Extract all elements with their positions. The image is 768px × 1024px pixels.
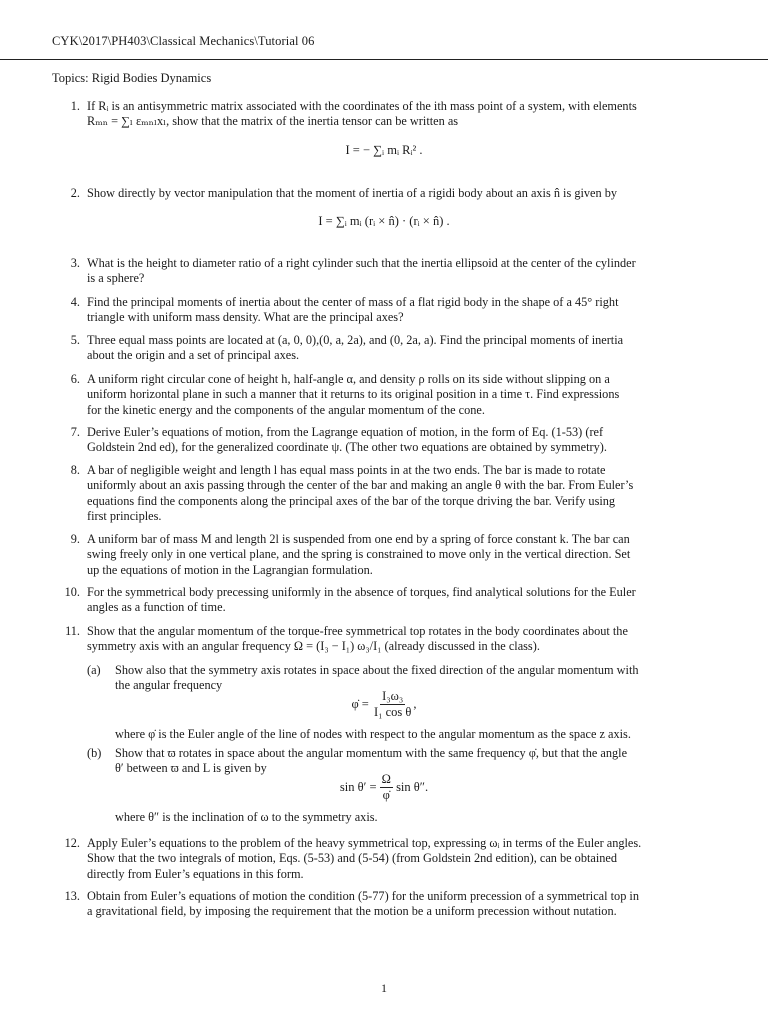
problem-number: 5.	[70, 333, 80, 347]
part-line: θ′ between ϖ and L is given by	[115, 761, 267, 776]
problem-line: Three equal mass points are located at (a, 0, 0),(0, a, 2a), and (0, 2a, a). Find the principal moments of inertia	[87, 333, 624, 347]
part-line: Show that ϖ rotates in space about the angular momentum with the same frequency φ̇, but that the angle	[115, 746, 628, 760]
problem-line: uniform horizontal plane in such a manner that it returns to its original position in a time τ. Find expressions	[87, 387, 620, 402]
problem-line: Show that the two integrals of motion, Eqs. (5-53) and (5-54) (from Goldstein 2nd edition), can be obtained	[87, 851, 618, 866]
problem-line: first principles.	[87, 509, 162, 524]
problem-line: Show directly by vector manipulation that the moment of inertia of a rigidi body about an axis n̂ is given by	[87, 186, 618, 200]
problem-line: equations find the components along the principal axes of the bar of the torque driving the bar. Verify using	[87, 493, 616, 508]
problem-line: up the equations of motion in the Lagrangian formulation.	[87, 562, 373, 577]
part-after-text: where φ̇ is the Euler angle of the line of nodes with respect to the angular momentum as the space z axis.	[115, 727, 631, 741]
problem-line: For the symmetrical body precessing uniformly in the absence of torques, find analytical solutions for the Euler	[87, 585, 636, 599]
problem-text	[87, 889, 715, 920]
equation-1: I = − ∑ᵢ mᵢ Rᵢ² .	[345, 143, 423, 157]
problem-line: triangle with uniform mass density. What are the principal axes?	[87, 310, 404, 325]
problem-line: about the origin and a set of principal axes.	[87, 348, 300, 363]
fraction-denominator: I₁ cos θ	[373, 705, 412, 720]
problem-text	[87, 532, 715, 578]
problem-text	[87, 585, 715, 616]
part-label: (b)	[87, 746, 102, 760]
part-line: the angular frequency	[115, 678, 223, 693]
header-rule	[0, 59, 768, 60]
problem-line: Goldstein 2nd ed), for the generalized coordinate ψ. (The other two equations are obtained by symmetry).	[87, 440, 607, 455]
problem-text	[87, 295, 715, 326]
problem-number: 9.	[70, 532, 80, 546]
equation-lhs: φ̇ =	[351, 696, 369, 711]
problem-number: 12.	[64, 836, 80, 850]
part-after-text: where θ″ is the inclination of ω to the symmetry axis.	[115, 810, 378, 824]
equation-11b	[0, 772, 768, 804]
document-header: CYK\2017\PH403\Classical Mechanics\Tutorial 06	[52, 34, 315, 48]
problem-line: angles as a function of time.	[87, 600, 226, 615]
problem-text	[87, 333, 715, 364]
problem-line: Show that the angular momentum of the torque-free symmetrical top rotates in the body coordinates about the	[87, 624, 628, 638]
fraction	[372, 689, 413, 721]
problem-line: Obtain from Euler’s equations of motion the condition (5-77) for the uniform precession of a symmetrical top in	[87, 889, 639, 903]
topics-line: Topics: Rigid Bodies Dynamics	[52, 71, 212, 85]
problem-number: 11.	[65, 624, 80, 638]
problem-number: 4.	[70, 295, 80, 309]
fraction-numerator: I₃ω₃	[380, 689, 405, 705]
problem-number: 2.	[70, 186, 80, 200]
equation-lhs: sin θ′ =	[339, 779, 377, 794]
problem-text	[87, 425, 715, 456]
problem-text	[87, 836, 715, 882]
equation-tail: ,	[413, 696, 417, 711]
fraction-denominator: φ̇	[382, 788, 390, 803]
problem-line: A uniform bar of mass M and length 2l is suspended from one end by a spring of force constant k. The bar can	[87, 532, 630, 546]
problem-text	[87, 463, 715, 525]
problem-line: uniformly about an axis passing through the center of the bar and making an angle θ with the bar. From Euler’s	[87, 478, 634, 493]
problem-text	[87, 372, 715, 418]
problem-number: 10.	[64, 585, 80, 599]
problem-number: 6.	[70, 372, 80, 386]
problem-line: A uniform right circular cone of height h, half-angle α, and density ρ rolls on its side without slipping on a	[87, 372, 610, 386]
problem-number: 8.	[70, 463, 80, 477]
problem-line: a gravitational field, by imposing the requirement that the motion be a uniform precession without nutation.	[87, 904, 617, 919]
problem-number: 7.	[70, 425, 80, 439]
problem-line: What is the height to diameter ratio of a right cylinder such that the inertia ellipsoid at the center of the cylinder	[87, 256, 636, 270]
part-line: Show also that the symmetry axis rotates in space about the fixed direction of the angular momentum with	[115, 663, 639, 677]
problem-line: directly from Euler’s equations in this form.	[87, 866, 304, 881]
problem-text	[87, 256, 715, 287]
problem-text	[87, 624, 715, 655]
problem-number: 3.	[70, 256, 80, 270]
equation-tail: sin θ″.	[396, 779, 429, 794]
problem-number: 13.	[64, 889, 80, 903]
part-label: (a)	[87, 663, 101, 677]
problem-text	[87, 186, 715, 201]
problem-line: Apply Euler’s equations to the problem of the heavy symmetrical top, expressing ωᵢ in terms of the Euler angles.	[87, 836, 642, 850]
problem-line: for the kinetic energy and the components of the angular momentum of the cone.	[87, 402, 485, 417]
problem-line: Find the principal moments of inertia about the center of mass of a flat rigid body in the shape of a 45° right	[87, 295, 619, 309]
equation-2: I = ∑ᵢ mᵢ (rᵢ × n̂) · (rᵢ × n̂) .	[318, 214, 450, 228]
problem-line: symmetry axis with an angular frequency Ω = (I₃ − I₁) ω₃/I₁ (already discussed in the class).	[87, 639, 540, 654]
problem-number: 1.	[70, 99, 80, 113]
fraction-numerator: Ω	[380, 772, 393, 788]
problem-line: If Rᵢ is an antisymmetric matrix associated with the coordinates of the ith mass point of a system, with elements	[87, 99, 637, 113]
problem-text	[87, 99, 715, 130]
fraction	[380, 772, 393, 804]
problem-line: Rₘₙ = ∑ₗ εₘₙₗxₗ, show that the matrix of the inertia tensor can be written as	[87, 114, 459, 129]
problem-line: A bar of negligible weight and length l has equal mass points in at the two ends. The bar is made to rotate	[87, 463, 606, 477]
problem-line: is a sphere?	[87, 271, 145, 286]
page-number: 1	[381, 981, 387, 995]
equation-11a	[0, 689, 768, 721]
problem-line: Derive Euler’s equations of motion, from the Lagrange equation of motion, in the form of Eq. (1-53) (ref	[87, 425, 604, 439]
problem-line: swing freely only in one vertical plane, and the spring is constrained to move only in the vertical direction. Set	[87, 547, 631, 562]
